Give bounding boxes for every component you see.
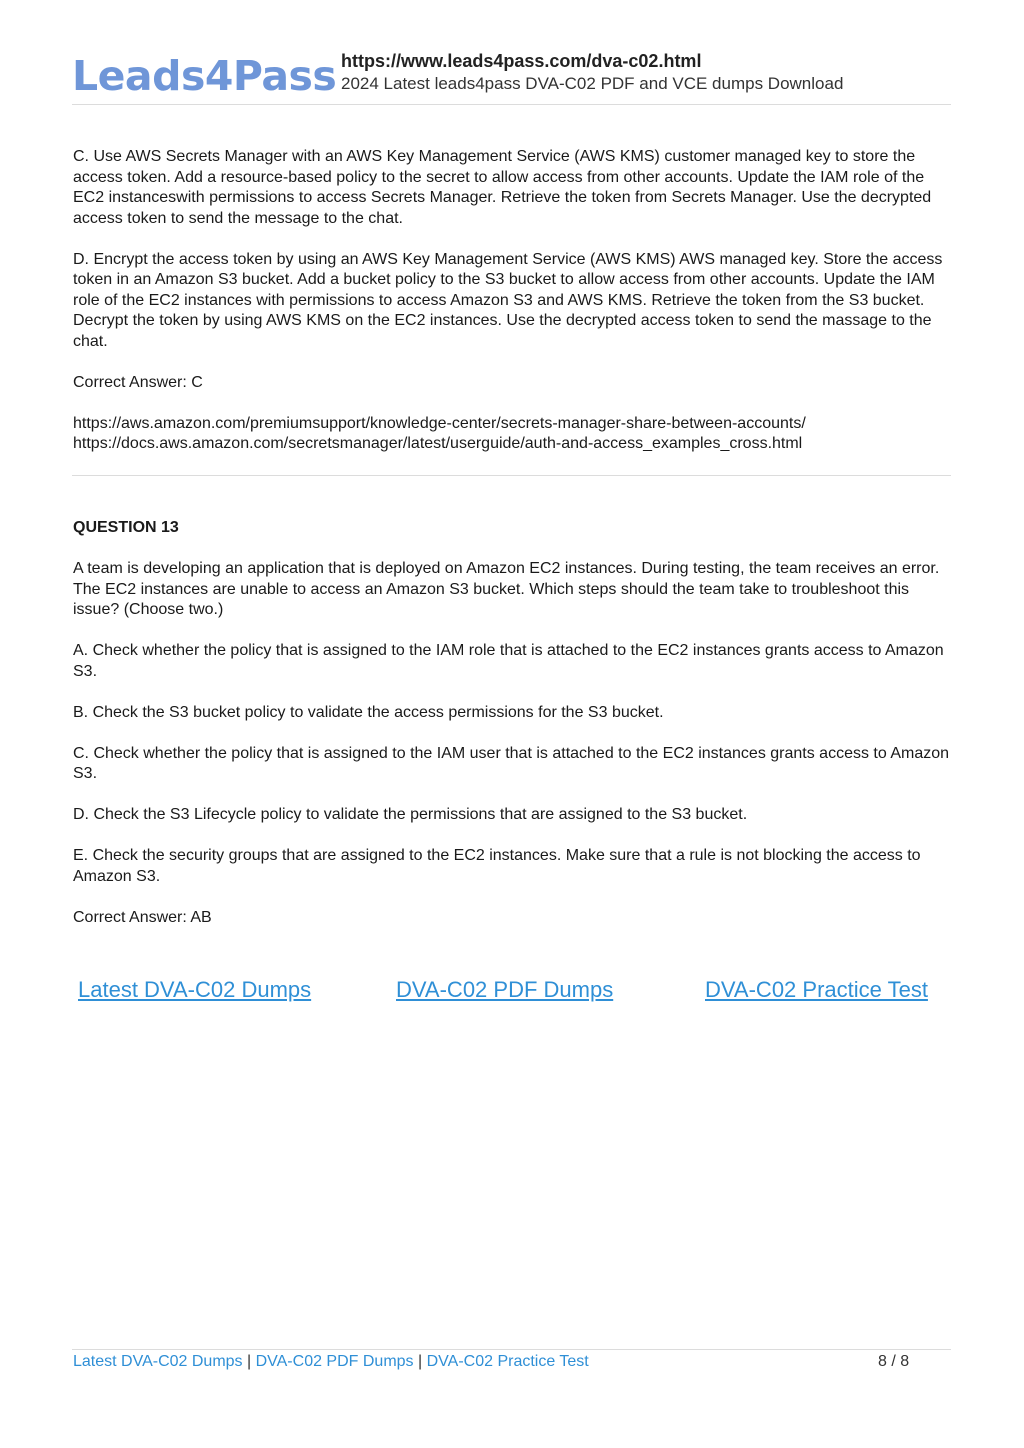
option-c: C. Check whether the policy that is assigned to the IAM user that is attached to the EC2 instances grants access to Amazon S3.	[73, 744, 950, 782]
footer-separator: |	[413, 1353, 427, 1370]
page-content	[73, 147, 953, 949]
header-url: https://www.leads4pass.com/dva-c02.html	[341, 51, 702, 71]
footer-pdf-dumps-link[interactable]: DVA-C02 PDF Dumps	[255, 1353, 414, 1370]
footer-latest-dumps-link[interactable]: Latest DVA-C02 Dumps	[73, 1353, 243, 1370]
promo-links	[0, 976, 1024, 1006]
prev-option-d: D. Encrypt the access token by using an AWS Key Management Service (AWS KMS) AWS managed key. Store the access token in an Amazon S3 bucket. Add a bucket policy to the S3 bucket to allow access from other accounts. Update the IAM role of the EC2 instances with permissions to access Amazon S3 and AWS KMS. Retrieve the token from the S3 bucket. Decrypt the token by using AWS KMS on the EC2 instances. Use the decrypted access token to send the massage to the chat.	[73, 250, 943, 350]
correct-answer: Correct Answer: AB	[73, 908, 212, 926]
reference-link-2[interactable]: https://docs.aws.amazon.com/secretsmanager/latest/userguide/auth-and-access_examples_cross.html	[73, 435, 803, 452]
latest-dumps-link[interactable]: Latest DVA-C02 Dumps	[78, 977, 312, 1002]
question-text: A team is developing an application that is deployed on Amazon EC2 instances. During testing, the team receives an error. The EC2 instances are unable to access an Amazon S3 bucket. Which steps should the team take to troubleshoot this issue? (Choose two.)	[73, 560, 940, 618]
option-a: A. Check whether the policy that is assigned to the IAM role that is attached to the EC2 instances grants access to Amazon S3.	[73, 642, 944, 680]
page-number: 8 / 8	[878, 1353, 910, 1370]
footer-separator: |	[242, 1353, 256, 1370]
option-b: B. Check the S3 bucket policy to validate the access permissions for the S3 bucket.	[73, 703, 664, 721]
footer-links	[73, 1352, 589, 1372]
prev-correct-answer: Correct Answer: C	[73, 373, 203, 391]
references	[73, 414, 953, 455]
leads4pass-logo: Leads4Pass	[72, 52, 337, 100]
practice-test-link[interactable]: DVA-C02 Practice Test	[705, 977, 928, 1002]
prev-option-c: C. Use AWS Secrets Manager with an AWS Key Management Service (AWS KMS) customer managed key to store the access token. Add a resource-based policy to the secret to allow access from other accounts. Update the IAM role of the EC2 instanceswith permissions to access Secrets Manager. Retrieve the token from Secrets Manager. Use the decrypted access token to send the message to the chat.	[73, 148, 932, 227]
option-d: D. Check the S3 Lifecycle policy to validate the permissions that are assigned to the S3 bucket.	[73, 806, 748, 823]
header-divider	[72, 104, 951, 105]
pdf-dumps-link[interactable]: DVA-C02 PDF Dumps	[396, 977, 614, 1002]
section-divider	[72, 475, 951, 476]
option-e: E. Check the security groups that are assigned to the EC2 instances. Make sure that a rule is not blocking the access to Amazon S3.	[73, 847, 921, 885]
question-title: QUESTION 13	[73, 519, 179, 536]
footer-practice-test-link[interactable]: DVA-C02 Practice Test	[426, 1353, 589, 1370]
header-subtitle: 2024 Latest leads4pass DVA-C02 PDF and VCE dumps Download	[341, 74, 844, 93]
footer-divider	[72, 1349, 951, 1350]
reference-link-1[interactable]: https://aws.amazon.com/premiumsupport/knowledge-center/secrets-manager-share-between-accounts/	[73, 414, 806, 432]
